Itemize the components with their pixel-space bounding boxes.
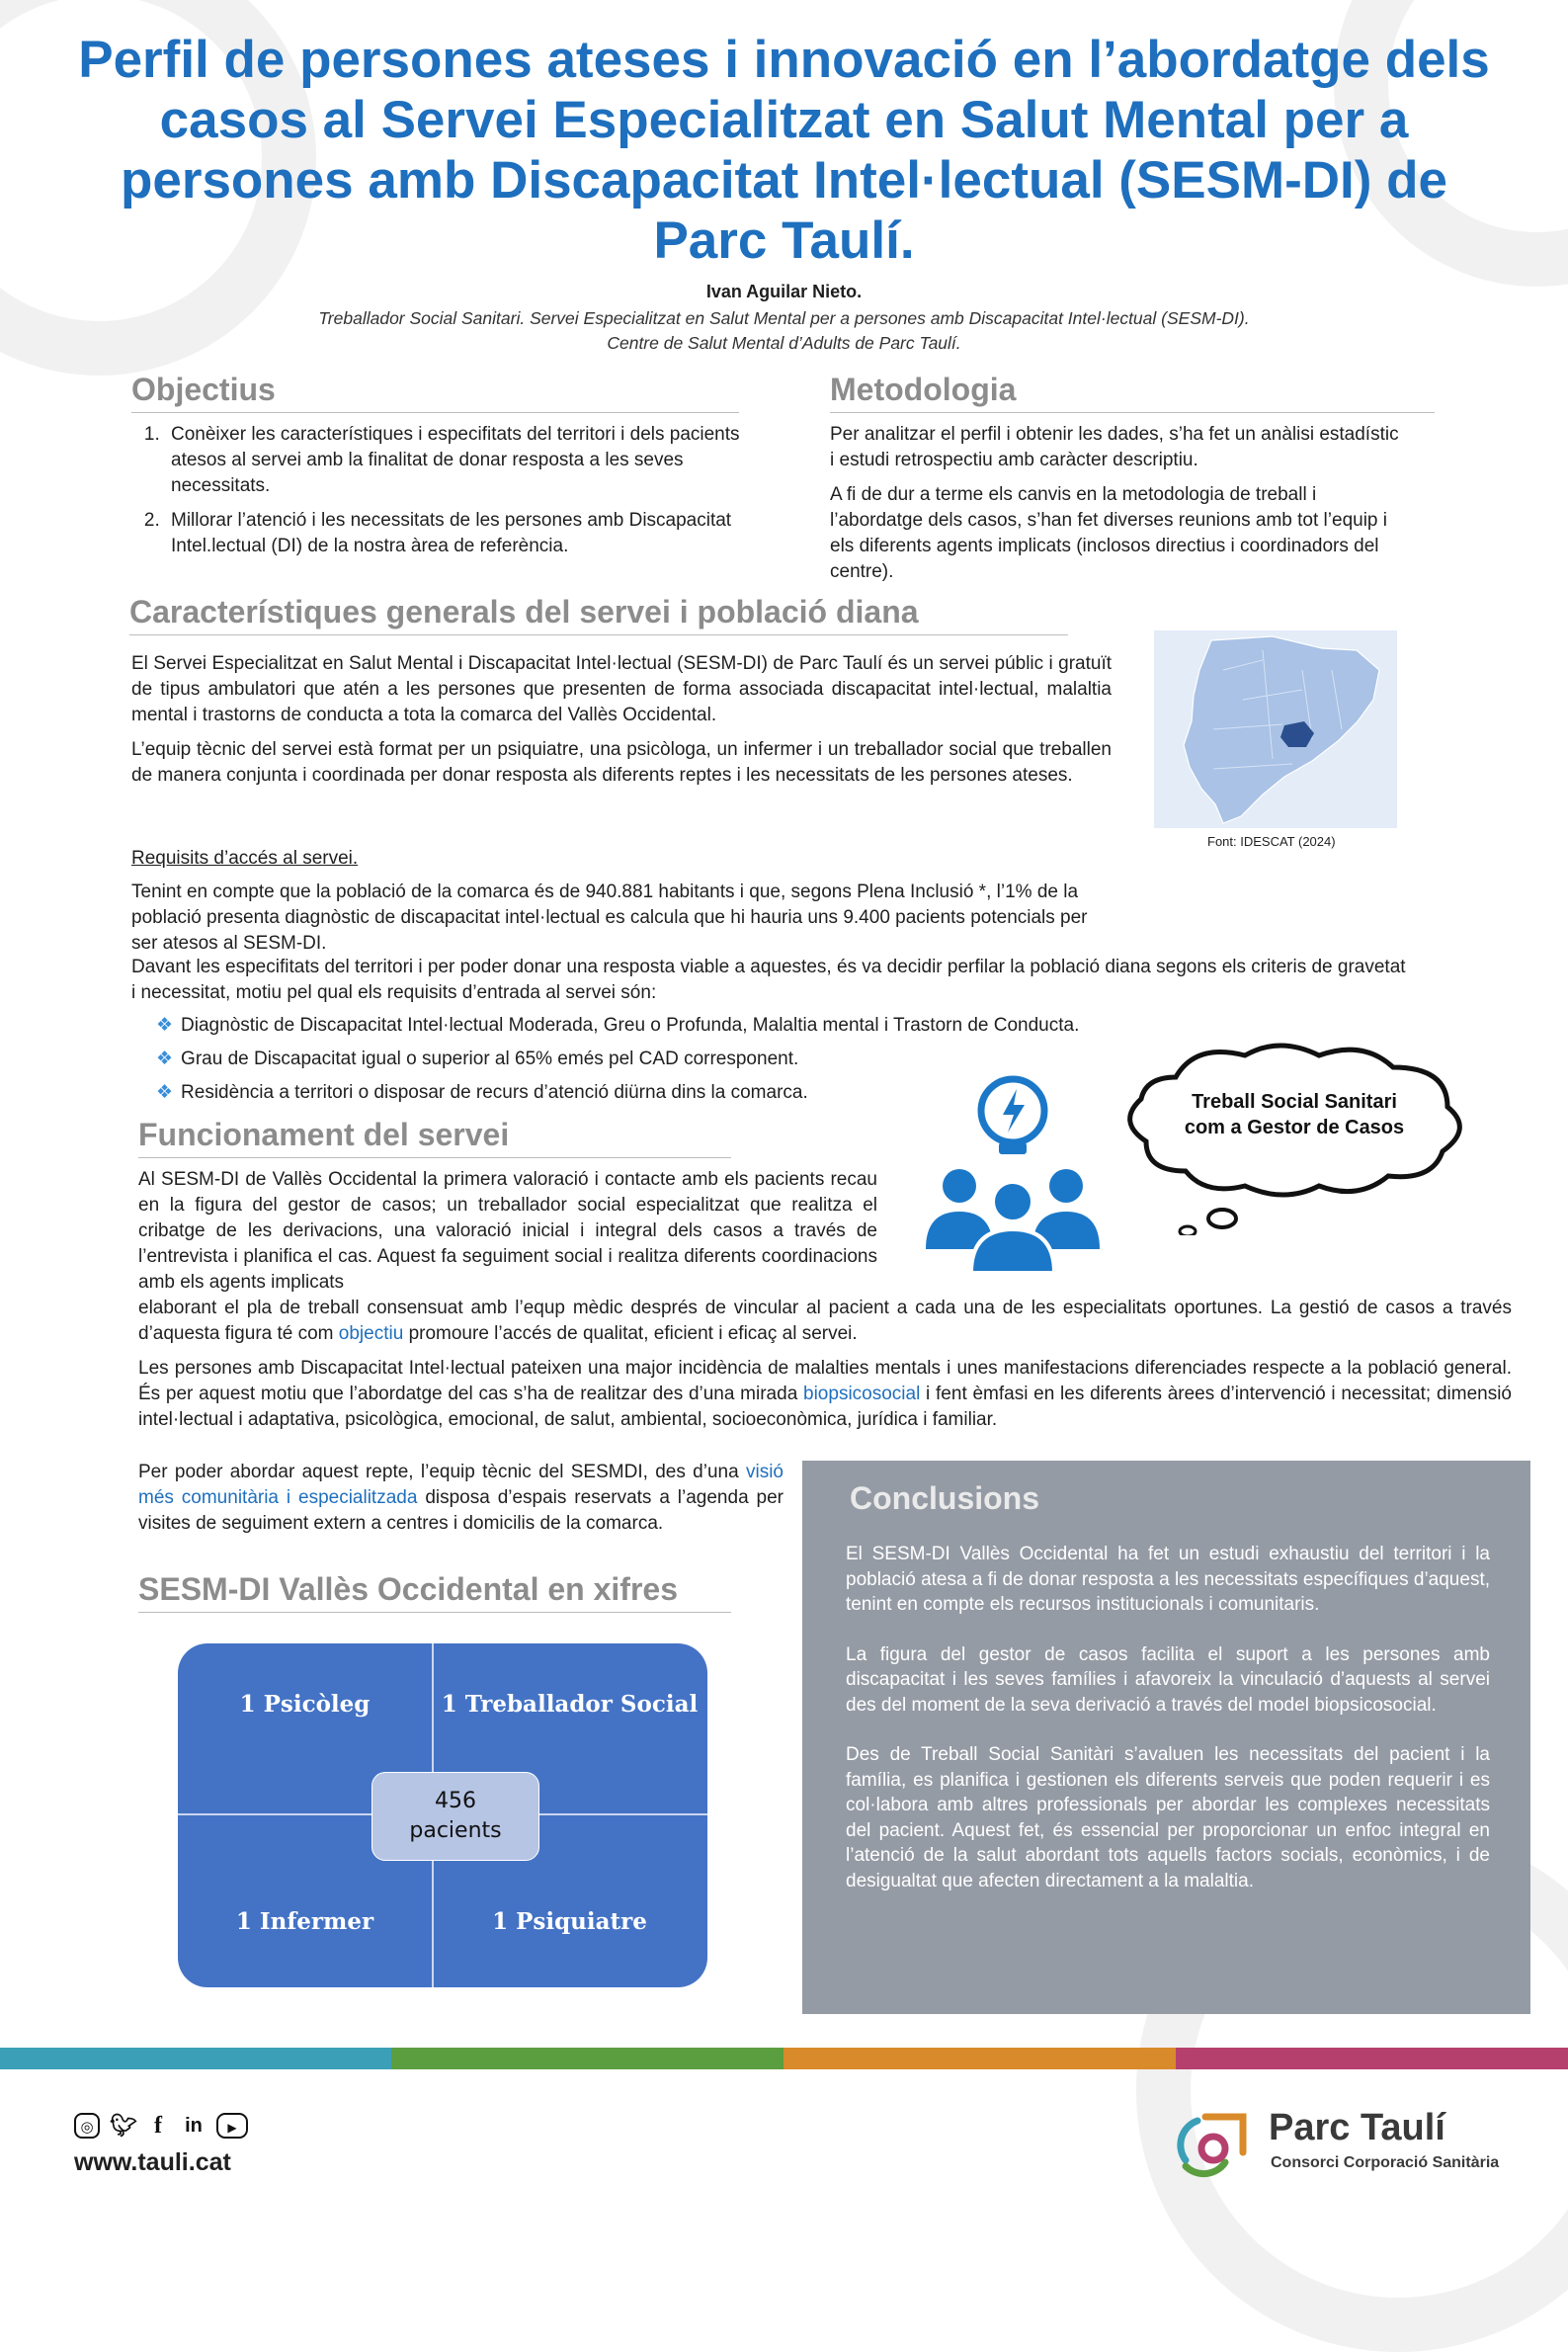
conclusions-paragraph: La figura del gestor de casos facilita el suport a les persones amb discapacitat i les seves famílies i afavoreix la vinculació d’aquests al servei des del moment de la seva derivació a través del model biopsicosocial.: [846, 1643, 1490, 1716]
metodologia-heading: Metodologia: [830, 372, 1435, 413]
logo-name: Parc Taulí: [1269, 2107, 1445, 2148]
conclusions-paragraph: Des de Treball Social Sanitàri s’avaluen les necessitats del pacient i la família, es planifica i gestionen els diferents serveis que poden requerir i es col·labora amb altres professionals per abordar les complexes necessitats del pacient. Aquest fet, és essencial per proporcionar un enfoc integral en l’atenció de la salut abordant tots aquells factors socials, econòmics, i de desigualtat que afecten directament a la malaltia.: [846, 1744, 1490, 1891]
quad-treballador-social: 1 Treballador Social: [441, 1691, 699, 1718]
social-icons: [74, 2113, 248, 2139]
color-bar: [784, 2048, 1176, 2069]
objectius-list: [131, 422, 749, 568]
poster-title: Perfil de persones ateses i innovació en l’abordatge dels casos al Servei Especialitzat en Salut Mental per a persones amb Discapacitat Intel·lectual (SESM-DI) de Parc Taulí.: [78, 31, 1490, 270]
quad-psiquiatre: 1 Psiquiatre: [492, 1908, 647, 1935]
patients-count-box: [371, 1772, 539, 1861]
color-bar: [1176, 2048, 1568, 2069]
patients-count: 456: [435, 1789, 476, 1813]
poster-author: Ivan Aguilar Nieto.: [705, 282, 863, 301]
metodologia-text: [830, 422, 1408, 594]
team-quad-diagram: [178, 1643, 707, 1987]
criteria-item: ❖ Diagnòstic de Discapacitat Intel·lectual Moderada, Greu o Profunda, Malaltia mental i Trastorn de Conducta.: [156, 1015, 1080, 1036]
requisits-title: Requisits d’accés al servei.: [131, 848, 359, 869]
caracteristiques-text: [131, 651, 1112, 798]
conclusions-panel: [802, 1461, 1530, 2014]
funcionament-text-biopsicosocial: Les persones amb Discapacitat Intel·lectual pateixen una major incidència de malalties mentals i unes manifestacions diferenciades respecte a la població general. És per aquest motiu que l’abordatge del cas s’ha de realitzar des d’una mirada biopsicosocial i fent èmfasi en les diferents àrees d’intervenció i necessitat; dimensió intel·lectual i adaptativa, psicològica, emocional, de salut, ambiental, socioeconòmica, jurídica i familiar.: [138, 1358, 1512, 1430]
caracteristiques-paragraph: El Servei Especialitzat en Salut Mental i Discapacitat Intel·lectual (SESM-DI) de Parc Taulí és un servei públic i gratuït de tipus ambulatori que atén a les persones que presenten de forma associada discapacitat intel·lectual, malaltia mental i trastorns de conducta a tota la comarca del Vallès Occidental.: [131, 653, 1112, 725]
linkedin-icon[interactable]: in: [185, 2115, 203, 2137]
keyword-objectiu: objectiu: [338, 1323, 404, 1344]
conclusions-text: [846, 1542, 1490, 1918]
color-bar: [0, 2048, 391, 2069]
color-bar: [391, 2048, 784, 2069]
team-lightbulb-icon: [914, 1075, 1112, 1273]
conclusions-paragraph: El SESM-DI Vallès Occidental ha fet un estudi exhaustiu del territori i la població atesa a fi de donar resposta a les necessitats específiques d’aquest, tenint en compte els recursos institucionals i comunitaris.: [846, 1544, 1490, 1615]
facebook-icon[interactable]: f: [154, 2113, 162, 2139]
xifres-heading: SESM-DI Vallès Occidental en xifres: [138, 1571, 731, 1613]
parc-tauli-logo-mark: [1168, 2103, 1257, 2182]
keyword-biopsicosocial: biopsicosocial: [803, 1384, 921, 1404]
keyword-visio: visió més comunitària i especialitzada: [138, 1462, 784, 1508]
funcionament-text-top: Al SESM-DI de Vallès Occidental la primera valoració i contacte amb els pacients recau en la figura del gestor de casos; un treballador social especialitzat que realitza el cribatge de les derivacions, una valoració inicial i integral dels casos a través de l’entrevista i planifica el cas. Aquest fa seguiment social i realitza diferents coordinacions amb els agents implicats: [138, 1169, 877, 1293]
funcionament-text-comunitaria: Per poder abordar aquest repte, l’equip tècnic del SESMDI, des d’una visió més comunitària i especialitzada disposa d’espais reservats a l’agenda per visites de seguiment extern a centres i domicilis de la comarca.: [138, 1462, 784, 1534]
instagram-icon[interactable]: ◎: [74, 2113, 100, 2139]
funcionament-heading: Funcionament del servei: [138, 1117, 731, 1158]
criteria-item: ❖ Grau de Discapacitat igual o superior al 65% emés pel CAD corresponent.: [156, 1049, 799, 1069]
metodologia-paragraph: Per analitzar el perfil i obtenir les dades, s’ha fet un anàlisi estadístic i estudi retrospectiu amb caràcter descriptiu.: [830, 424, 1399, 470]
website-link[interactable]: www.tauli.cat: [74, 2148, 231, 2176]
diamond-bullet-icon: ❖: [156, 1015, 174, 1036]
map-source: Font: IDESCAT (2024): [1207, 834, 1336, 849]
objectius-heading: Objectius: [131, 372, 739, 413]
logo-subtitle: Consorci Corporació Sanitària: [1271, 2154, 1500, 2171]
poster-affiliation: [0, 306, 1568, 356]
team-idea-illustration: [914, 1075, 1112, 1273]
caracteristiques-heading: Característiques generals del servei i població diana: [129, 594, 1068, 635]
youtube-icon[interactable]: ▶: [216, 2113, 248, 2139]
metodologia-paragraph: A fi de dur a terme els canvis en la metodologia de treball i l’abordatge dels casos, s’han fet diverses reunions amb tot l’equip i els diferents agents implicats (inclosos directius i coordinadors del centre).: [830, 484, 1387, 582]
diamond-bullet-icon: ❖: [156, 1082, 174, 1103]
catalonia-map: [1154, 630, 1397, 828]
criteris-text: Davant les especifitats del territori i per poder donar una resposta viable a aquestes, és va decidir perfilar la població diana segons els criteris de gravetat i necessitat, motiu pel qual els requisits d’entrada al servei són:: [131, 957, 1406, 1003]
caracteristiques-paragraph: L’equip tècnic del servei està format per un psiquiatre, una psicòloga, un infermer i un treballador social que treballen de manera conjunta i coordinada per donar resposta als diferents reptes i les necessitats de les persones ateses.: [131, 739, 1112, 786]
diamond-bullet-icon: ❖: [156, 1049, 174, 1069]
objective-item: 1. Conèixer les característiques i especifitats del territori i dels pacients atesos al servei amb la finalitat de donar resposta a les seves necessitats.: [165, 422, 749, 499]
affiliation-line-1: Treballador Social Sanitari. Servei Especialitzat en Salut Mental per a persones amb Discapacitat Intel·lectual (SESM-DI).: [318, 308, 1250, 328]
affiliation-line-2: Centre de Salut Mental d’Adults de Parc Taulí.: [607, 333, 961, 353]
patients-label: pacients: [409, 1818, 502, 1843]
cloud-text: Treball Social Sanitari com a Gestor de Casos: [1184, 1091, 1405, 1138]
quad-infermer: 1 Infermer: [235, 1908, 374, 1935]
conclusions-heading: Conclusions: [850, 1480, 1040, 1516]
objective-item: 2. Millorar l’atenció i les necessitats de les persones amb Discapacitat Intel.lectual (DI) de la nostra àrea de referència.: [165, 508, 749, 559]
catalonia-map-graphic: [1154, 630, 1397, 828]
quad-psicoleg: 1 Psicòleg: [239, 1691, 371, 1718]
twitter-icon[interactable]: 🐦︎: [110, 2113, 137, 2138]
funcionament-text-cont: elaborant el pla de treball consensuat amb l’equp mèdic després de vincular al pacient a cada una de les especialitats oportunes. La gestió de casos a través d’aquesta figura té com objectiu promoure l’accés de qualitat, eficient i eficaç al servei.: [138, 1298, 1512, 1344]
parc-tauli-logo-icon: [1168, 2103, 1257, 2182]
criteria-item: ❖ Residència a territori o disposar de recurs d’atenció diürna dins la comarca.: [156, 1082, 808, 1103]
poblacio-text: Tenint en compte que la població de la comarca és de 940.881 habitants i que, segons Plena Inclusió *, l’1% de la població presenta diagnòstic de discapacitat intel·lectual es calcula que hi hauria uns 9.400 pacients potencials per ser atesos al SESM-DI.: [131, 882, 1088, 954]
